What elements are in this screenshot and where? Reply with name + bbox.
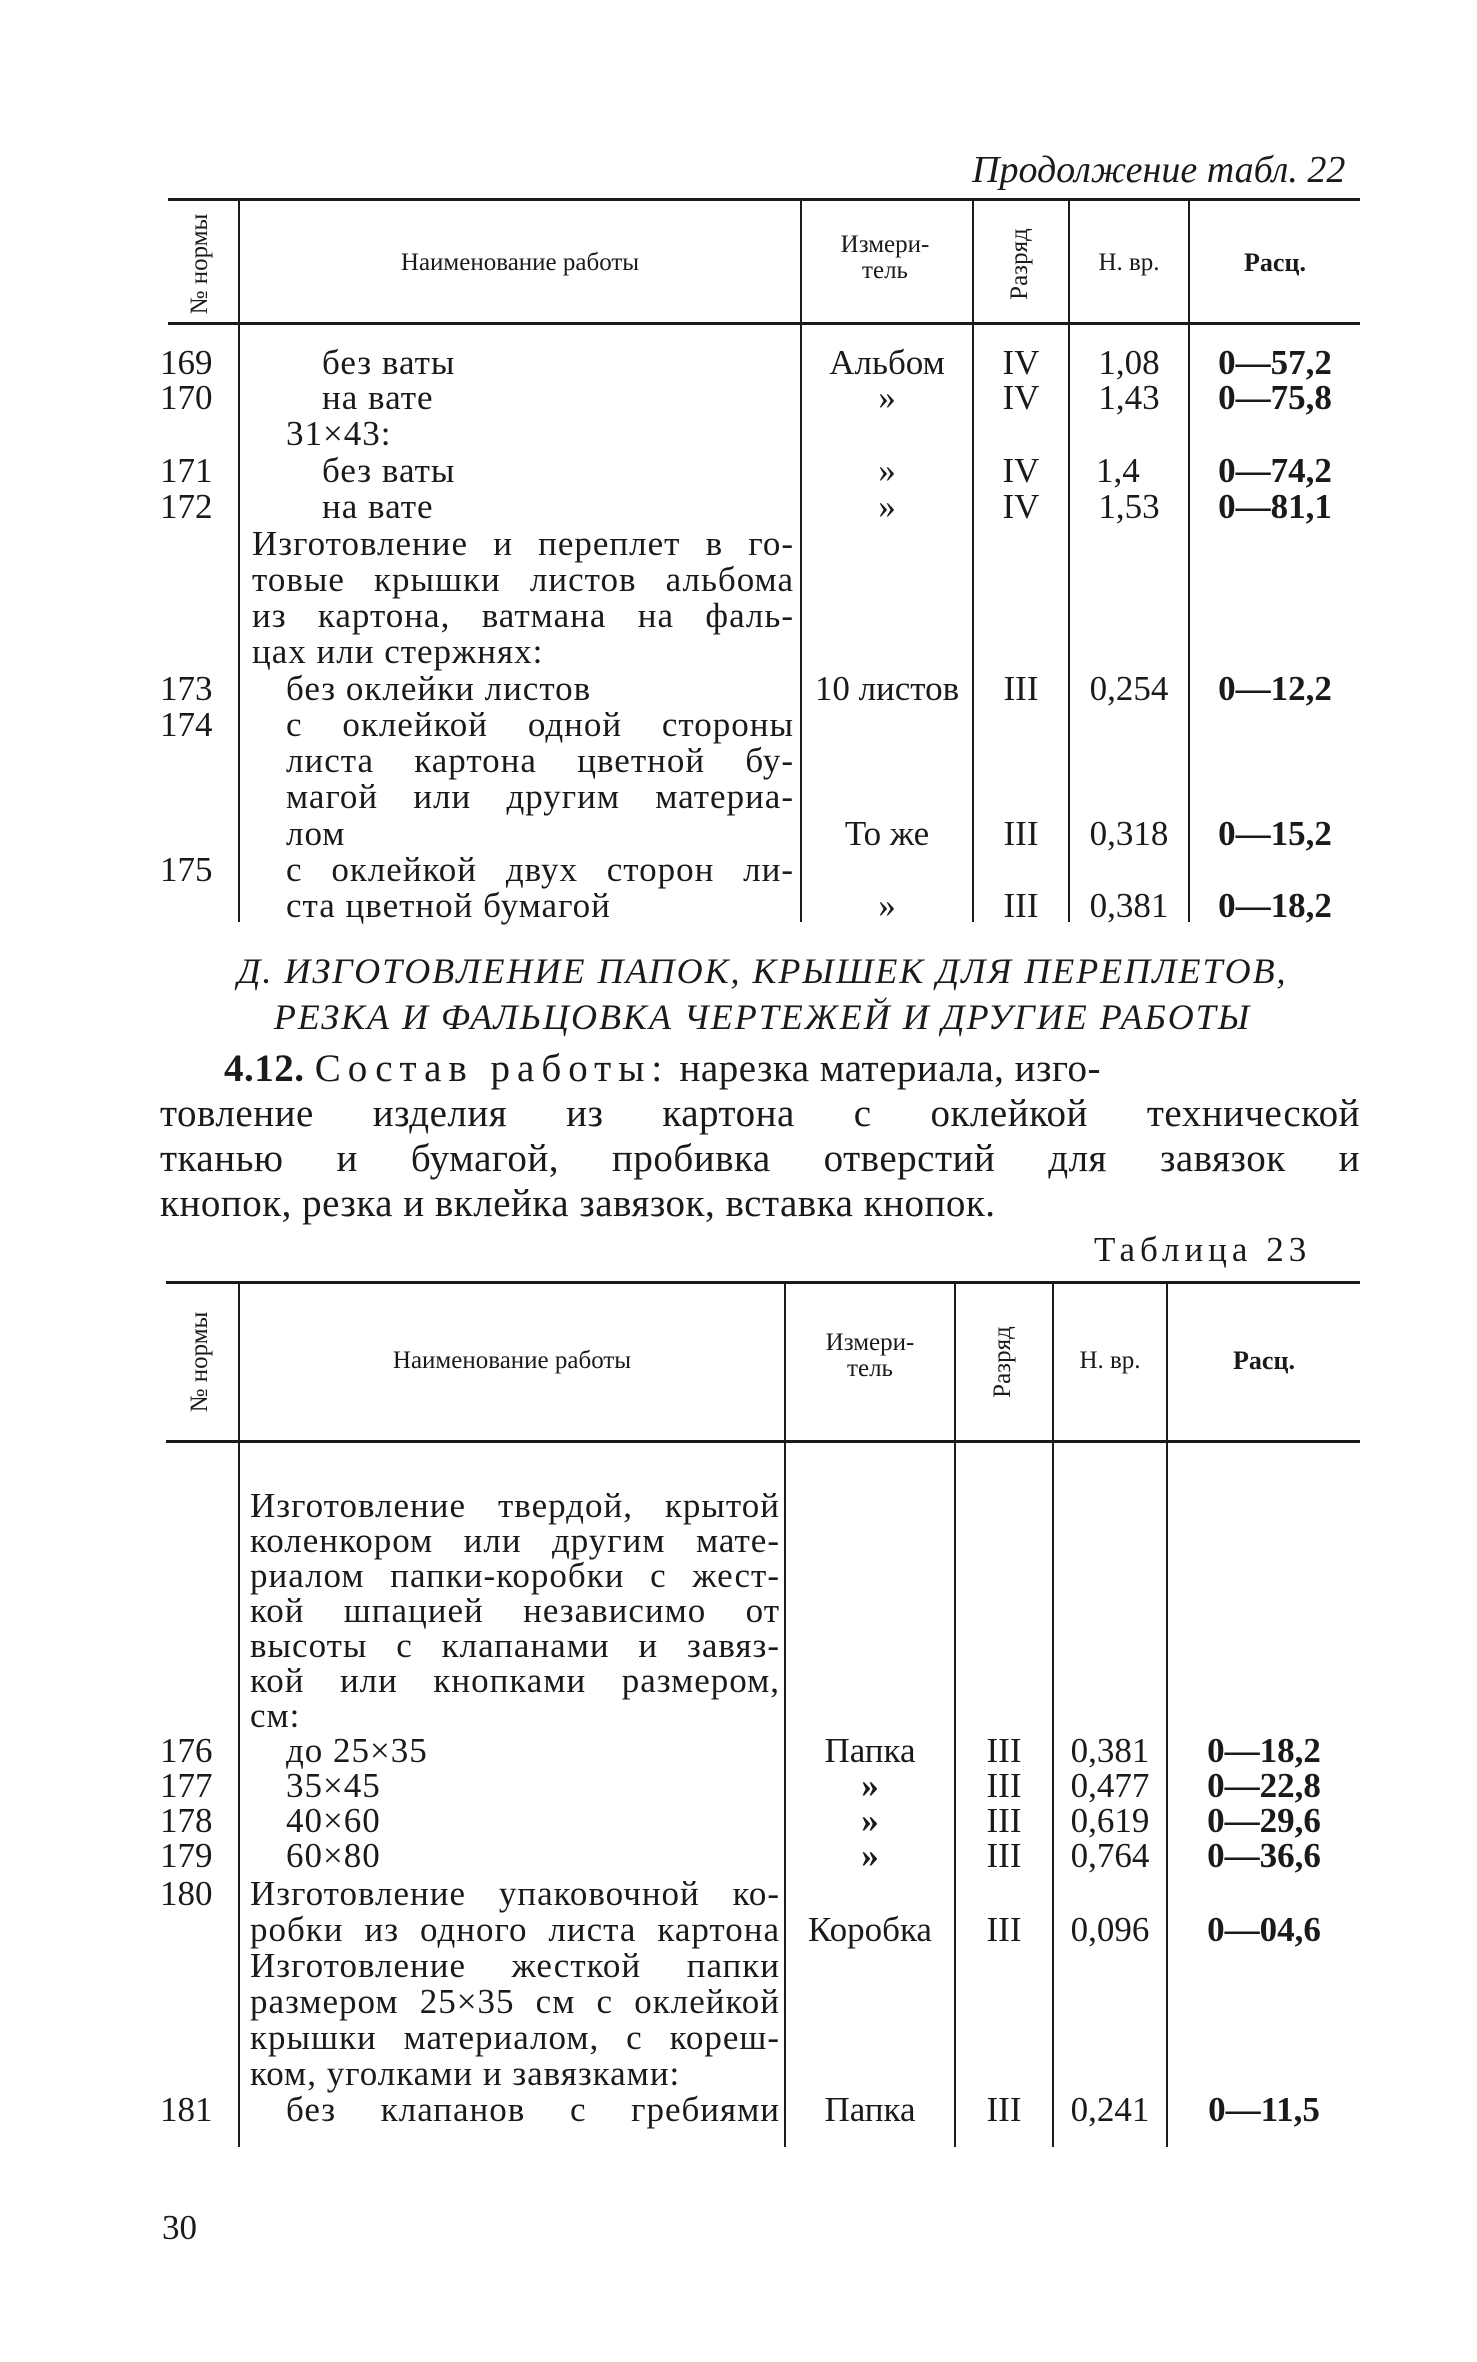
work-name: Изготовление жесткой папки [250,1946,780,1985]
row-num: 172 [160,487,213,526]
paragraph-line: кнопок, резка и вклейка завязок, вставка кнопок. [160,1182,996,1225]
header-name: Наименование работы [400,249,640,276]
header-unit: Измери- тель [825,1329,915,1382]
row-num: 178 [160,1801,213,1840]
grade-cell: III [1003,886,1039,925]
unit-cell: Альбом [829,343,945,382]
work-name: на вате [322,487,434,526]
time-cell: 0,254 [1089,669,1169,708]
work-name: без оклейки листов [286,669,592,708]
paragraph-line [224,1046,1360,1091]
time-cell: 0,381 [1089,886,1169,925]
work-name: 40×60 [286,1801,381,1840]
table-23-col-line [1052,1283,1054,2147]
rate-cell: 0—81,1 [1218,487,1332,526]
row-num: 174 [160,705,213,744]
work-name: крышки материалом, с кореш- [250,2018,780,2057]
continuation-label: Продолжение табл. 22 [972,149,1346,191]
unit-cell: » [878,886,896,925]
work-name: высоты с клапанами и завяз- [250,1626,780,1665]
rate-cell: 0—36,6 [1207,1836,1321,1875]
grade-cell: III [986,1731,1022,1770]
table-22-col-line [238,200,240,922]
row-num: 169 [160,343,213,382]
table-23-top-rule [166,1281,1360,1284]
header-grade: Разряд [1006,228,1033,300]
work-name: кой или кнопками размером, [250,1661,780,1700]
header-time: Н. вр. [1098,249,1160,276]
time-cell: 0,318 [1089,814,1169,853]
table-23-col-line [1166,1283,1168,2147]
time-cell: 0,241 [1070,2090,1150,2129]
grade-cell: III [1003,814,1039,853]
rate-cell: 0—04,6 [1207,1910,1321,1949]
time-cell: 0,381 [1070,1731,1150,1770]
work-name: цах или стержнях: [252,632,544,671]
header-time: Н. вр. [1079,1347,1141,1374]
work-name: Изготовление упаковочной ко- [250,1874,780,1913]
grade-cell: IV [1002,343,1040,382]
paragraph-text: нарезка материала, изго- [679,1047,1101,1090]
grade-cell: IV [1002,487,1040,526]
time-cell: 0,096 [1070,1910,1150,1949]
table-23-col-line [954,1283,956,2147]
work-name: товые крышки листов альбома [252,560,794,599]
unit-cell: Коробка [808,1910,932,1949]
work-name: без клапанов с гребиями [286,2090,780,2129]
row-num: 170 [160,378,213,417]
header-rate: Расц. [1233,1346,1295,1375]
work-name: магой или другим материа- [286,777,794,816]
unit-cell: Папка [824,1731,916,1770]
work-name: до 25×35 [286,1731,428,1770]
grade-cell: III [986,1801,1022,1840]
header-rate: Расц. [1244,248,1306,277]
work-name: без ваты [322,451,456,490]
section-title: РЕЗКА И ФАЛЬЦОВКА ЧЕРТЕЖЕЙ И ДРУГИЕ РАБОТЫ [273,997,1252,1037]
rate-cell: 0—57,2 [1218,343,1332,382]
unit-cell: » [861,1801,879,1840]
unit-cell: 10 листов [814,669,960,708]
work-name: листа картона цветной бу- [286,741,794,780]
grade-cell: IV [1002,451,1040,490]
rate-cell: 0—11,5 [1208,2090,1320,2129]
paragraph-label: Состав работы: [314,1047,670,1090]
rate-cell: 0—29,6 [1207,1801,1321,1840]
grade-cell: IV [1002,378,1040,417]
row-num: 176 [160,1731,213,1770]
table-23-col-line [784,1283,786,2147]
header-grade: Разряд [989,1326,1016,1398]
unit-cell: » [878,378,896,417]
work-name: ста цветной бумагой [286,886,611,925]
grade-cell: III [986,1836,1022,1875]
work-name: риалом папки-коробки с жест- [250,1556,780,1595]
rate-cell: 0—22,8 [1207,1766,1321,1805]
grade-cell: III [986,1910,1022,1949]
rate-cell: 0—18,2 [1207,1731,1321,1770]
work-name: Изготовление твердой, крытой [250,1486,780,1525]
work-name: кой шпацией независимо от [250,1591,780,1630]
table-23-header-rule [166,1440,1360,1443]
work-name: на вате [322,378,434,417]
rate-cell: 0—18,2 [1218,886,1332,925]
time-cell: 1,43 [1098,378,1160,417]
table-label: Таблица 23 [1094,1230,1312,1269]
work-name: из картона, ватмана на фаль- [252,596,794,635]
header-num: № нормы [186,213,213,315]
rate-cell: 0—15,2 [1218,814,1332,853]
paragraph-line: тканью и бумагой, пробивка отверстий для завязок и [160,1137,1360,1180]
work-name: 60×80 [286,1836,381,1875]
page-number: 30 [162,2208,197,2247]
work-name: без ваты [322,343,456,382]
header-num: № нормы [186,1311,213,1413]
rate-cell: 0—75,8 [1218,378,1332,417]
unit-cell: » [861,1836,879,1875]
table-23-col-line [238,1283,240,2147]
rate-cell: 0—12,2 [1218,669,1332,708]
table-22-top-rule [168,198,1360,201]
rate-cell: 0—74,2 [1218,451,1332,490]
time-cell: 0,477 [1070,1766,1150,1805]
unit-cell: То же [844,814,930,853]
work-name: робки из одного листа картона [250,1910,780,1949]
paragraph-line: товление изделия из картона с оклейкой технической [160,1092,1360,1135]
time-cell: 1,4 [1096,451,1140,490]
unit-cell: » [861,1766,879,1805]
work-name: Изготовление и переплет в го- [252,524,794,563]
work-name: лом [286,814,346,853]
table-22-header-rule [168,322,1360,325]
row-num: 175 [160,850,213,889]
work-name: ком, уголками и завязками: [250,2054,681,2093]
grade-cell: III [1003,669,1039,708]
grade-cell: III [986,2090,1022,2129]
header-unit: Измери- тель [840,231,930,284]
row-num: 171 [160,451,213,490]
time-cell: 0,764 [1070,1836,1150,1875]
unit-cell: Папка [824,2090,916,2129]
row-num: 177 [160,1766,213,1805]
work-name: коленкором или другим мате- [250,1521,780,1560]
grade-cell: III [986,1766,1022,1805]
row-num: 181 [160,2090,213,2129]
work-name: с оклейкой одной стороны [286,705,794,744]
row-num: 173 [160,669,213,708]
time-cell: 0,619 [1070,1801,1150,1840]
header-name: Наименование работы [392,1347,632,1374]
paragraph-number: 4.12. [224,1047,305,1090]
unit-cell: » [878,487,896,526]
row-num: 180 [160,1874,213,1913]
time-cell: 1,53 [1098,487,1160,526]
work-name: 35×45 [286,1766,381,1805]
time-cell: 1,08 [1098,343,1160,382]
work-name: размером 25×35 см с оклейкой [250,1982,780,2021]
work-name: 31×43: [286,414,392,453]
work-name: см: [250,1696,301,1735]
work-name: с оклейкой двух сторон ли- [286,850,794,889]
unit-cell: » [878,451,896,490]
section-title: Д. ИЗГОТОВЛЕНИЕ ПАПОК, КРЫШЕК ДЛЯ ПЕРЕПЛЕТОВ, [237,951,1288,991]
row-num: 179 [160,1836,213,1875]
